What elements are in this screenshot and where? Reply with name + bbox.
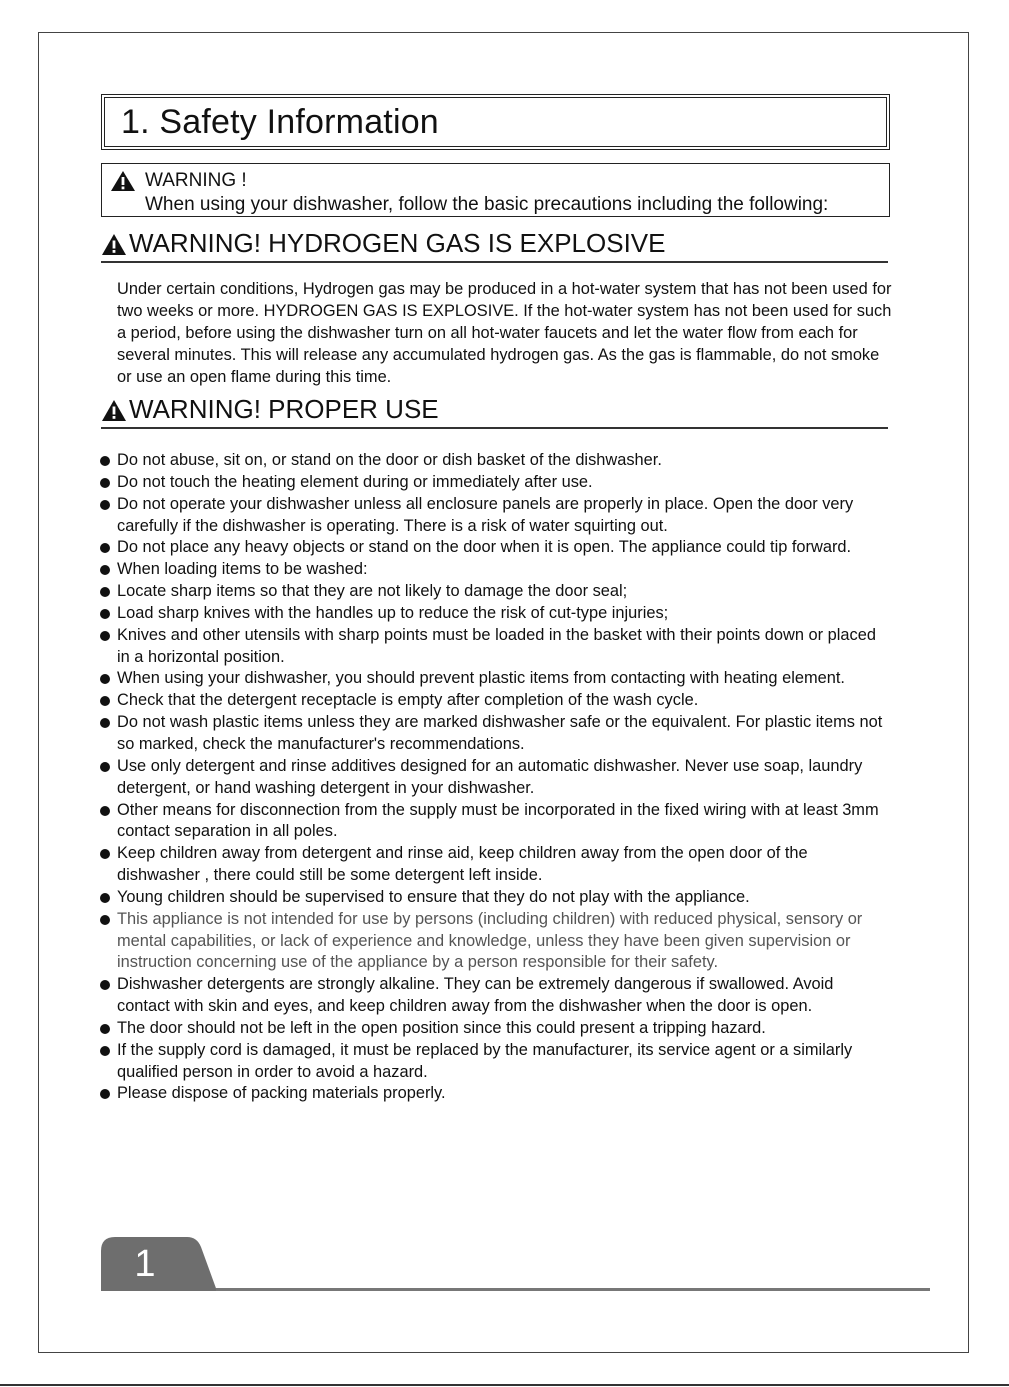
bullet-icon [100, 500, 110, 510]
proper-use-list [99, 450, 889, 1105]
list-item: Please dispose of packing materials properly. [99, 1083, 889, 1105]
list-item: Dishwasher detergents are strongly alkaline. They can be extremely dangerous if swallowed. Avoid contact with skin and eyes, and keep children away from the dishwasher when the door is open. [99, 974, 889, 1018]
list-item: Do not place any heavy objects or stand on the door when it is open. The appliance could tip forward. [99, 537, 889, 559]
bullet-icon [100, 980, 110, 990]
list-item: Do not abuse, sit on, or stand on the door or dish basket of the dishwasher. [99, 450, 889, 472]
page-number: 1 [134, 1242, 156, 1285]
bullet-icon [100, 543, 110, 553]
bullet-icon [100, 456, 110, 466]
hydrogen-paragraph: Under certain conditions, Hydrogen gas may be produced in a hot-water system that has not been used for two weeks or more. HYDROGEN GAS IS EXPLOSIVE. If the hot-water system has not been used for such a period, before using the dishwasher turn on all hot-water faucets and let the water flow from each for several minutes. This will release any accumulated hydrogen gas. As the gas is flammable, do not smoke or use an open flame during this time. [117, 280, 892, 386]
list-item: Do not operate your dishwasher unless all enclosure panels are properly in place. Open the door very carefully if the dishwasher is operating. There is a risk of water squirting out. [99, 494, 889, 538]
section-heading-text: WARNING! PROPER USE [129, 394, 439, 424]
list-item: Check that the detergent receptacle is empty after completion of the wash cycle. [99, 690, 889, 712]
list-item: Locate sharp items so that they are not likely to damage the door seal; [99, 581, 889, 603]
bottom-rule [0, 1384, 1009, 1386]
list-item: When loading items to be washed: [99, 559, 889, 581]
list-item: If the supply cord is damaged, it must be replaced by the manufacturer, its service agent or a similarly qualified person in order to avoid a hazard. [99, 1040, 889, 1084]
bullet-icon [100, 565, 110, 575]
bullet-icon [100, 696, 110, 706]
list-item: Young children should be supervised to ensure that they do not play with the appliance. [99, 887, 889, 909]
warning-label: WARNING ! [145, 170, 247, 191]
warning-triangle-icon [101, 399, 127, 422]
bullet-icon [100, 609, 110, 619]
warning-box [101, 163, 890, 217]
warning-subtext: When using your dishwasher, follow the basic precautions including the following: [145, 194, 829, 215]
bullet-icon [100, 478, 110, 488]
bullet-icon [100, 762, 110, 772]
title-inner [104, 97, 887, 147]
bullet-icon [100, 1046, 110, 1056]
warning-triangle-icon [101, 233, 127, 256]
bullet-icon [100, 631, 110, 641]
list-item: When using your dishwasher, you should prevent plastic items from contacting with heating element. [99, 668, 889, 690]
footer-rule [216, 1288, 930, 1291]
bullet-icon [100, 849, 110, 859]
list-item: Knives and other utensils with sharp points must be loaded in the basket with their points down or placed in a horizontal position. [99, 625, 889, 669]
bullet-icon [100, 674, 110, 684]
section-heading-proper-use [101, 394, 888, 429]
section-heading-text: WARNING! HYDROGEN GAS IS EXPLOSIVE [129, 228, 666, 258]
bullet-icon [100, 1024, 110, 1034]
bullet-icon [100, 806, 110, 816]
section-heading-hydrogen [101, 230, 888, 263]
list-item: This appliance is not intended for use by persons (including children) with reduced physical, sensory or mental capabilities, or lack of experience and knowledge, unless they have been given supervision or instruction concerning use of the appliance by a person responsible for their safety. [99, 909, 889, 975]
list-item: Use only detergent and rinse additives designed for an automatic dishwasher. Never use soap, laundry detergent, or hand washing detergent in your dishwasher. [99, 756, 889, 800]
page-title: 1. Safety Information [121, 102, 439, 141]
list-item: Do not wash plastic items unless they are marked dishwasher safe or the equivalent. For plastic items not so marked, check the manufacturer's recommendations. [99, 712, 889, 756]
bullet-icon [100, 718, 110, 728]
bullet-icon [100, 587, 110, 597]
list-item: Other means for disconnection from the supply must be incorporated in the fixed wiring with at least 3mm contact separation in all poles. [99, 800, 889, 844]
list-item: Do not touch the heating element during or immediately after use. [99, 472, 889, 494]
warning-triangle-icon [110, 170, 136, 192]
list-item: Keep children away from detergent and rinse aid, keep children away from the open door of the dishwasher , there could still be some detergent left inside. [99, 843, 889, 887]
bullet-icon [100, 915, 110, 925]
title-box [101, 94, 890, 150]
list-item: The door should not be left in the open position since this could present a tripping hazard. [99, 1018, 889, 1040]
bullet-icon [100, 893, 110, 903]
warning-line [110, 170, 247, 192]
bullet-icon [100, 1089, 110, 1099]
list-item: Load sharp knives with the handles up to reduce the risk of cut-type injuries; [99, 603, 889, 625]
